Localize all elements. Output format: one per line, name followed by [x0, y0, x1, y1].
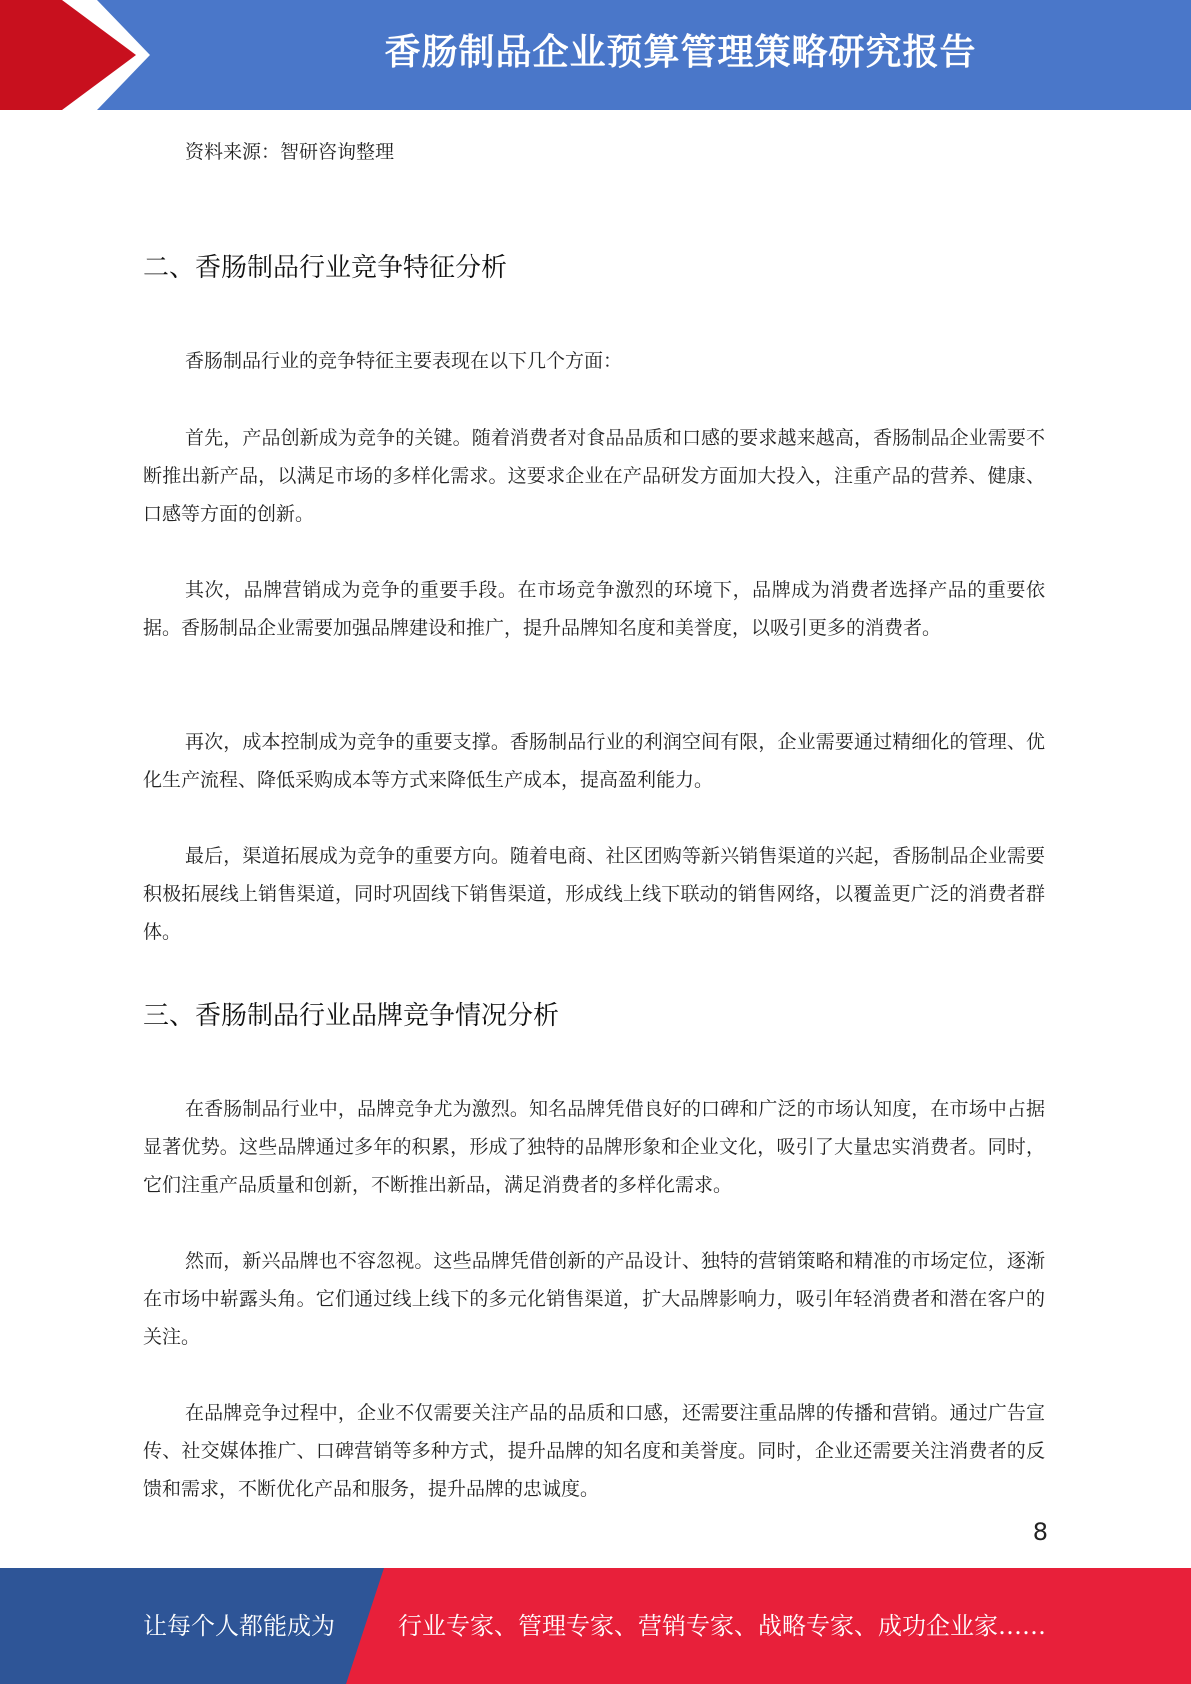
- report-title: 香肠制品企业预算管理策略研究报告: [384, 32, 977, 73]
- paragraph: 最后，渠道拓展成为竞争的重要方向。随着电商、社区团购等新兴销售渠道的兴起，香肠制品企业需要积极拓展线上销售渠道，同时巩固线下销售渠道，形成线上线下联动的销售网络，以覆盖更广泛的消费者群体。: [143, 845, 1045, 943]
- paragraph: 然而，新兴品牌也不容忽视。这些品牌凭借创新的产品设计、独特的营销策略和精准的市场定位，逐渐在市场中崭露头角。它们通过线上线下的多元化销售渠道，扩大品牌影响力，吸引年轻消费者和潜在客户的关注。: [143, 1250, 1045, 1348]
- page-number: 8: [1032, 1518, 1048, 1546]
- section-heading: 三、香肠制品行业品牌竞争情况分析: [143, 1001, 560, 1031]
- footer-slogan-left: 让每个人都能成为: [143, 1612, 335, 1640]
- paragraph: 其次，品牌营销成为竞争的重要手段。在市场竞争激烈的环境下，品牌成为消费者选择产品的重要依据。香肠制品企业需要加强品牌建设和推广，提升品牌知名度和美誉度，以吸引更多的消费者。: [143, 579, 1045, 639]
- source-note: 资料来源：智研咨询整理: [185, 141, 395, 163]
- page-header: [0, 0, 1191, 110]
- paragraph: 再次，成本控制成为竞争的重要支撑。香肠制品行业的利润空间有限，企业需要通过精细化的管理、优化生产流程、降低采购成本等方式来降低生产成本，提高盈利能力。: [143, 731, 1045, 791]
- paragraph: 香肠制品行业的竞争特征主要表现在以下几个方面：: [185, 350, 623, 372]
- header-chevron-graphic: [0, 0, 160, 110]
- paragraph: 在品牌竞争过程中，企业不仅需要关注产品的品质和口感，还需要注重品牌的传播和营销。通过广告宣传、社交媒体推广、口碑营销等多种方式，提升品牌的知名度和美誉度。同时，企业还需要关注消费者的反馈和需求，不断优化产品和服务，提升品牌的忠诚度。: [143, 1402, 1045, 1500]
- footer-slogan-right: 行业专家、管理专家、营销专家、战略专家、成功企业家……: [398, 1612, 1046, 1640]
- section-heading: 二、香肠制品行业竞争特征分析: [143, 253, 508, 283]
- page-footer: [0, 1568, 1191, 1684]
- paragraph: 在香肠制品行业中，品牌竞争尤为激烈。知名品牌凭借良好的口碑和广泛的市场认知度，在市场中占据显著优势。这些品牌通过多年的积累，形成了独特的品牌形象和企业文化，吸引了大量忠实消费者。同时，它们注重产品质量和创新，不断推出新品，满足消费者的多样化需求。: [143, 1098, 1045, 1196]
- paragraph: 首先，产品创新成为竞争的关键。随着消费者对食品品质和口感的要求越来越高，香肠制品企业需要不断推出新产品，以满足市场的多样化需求。这要求企业在产品研发方面加大投入，注重产品的营养、健康、口感等方面的创新。: [143, 427, 1045, 525]
